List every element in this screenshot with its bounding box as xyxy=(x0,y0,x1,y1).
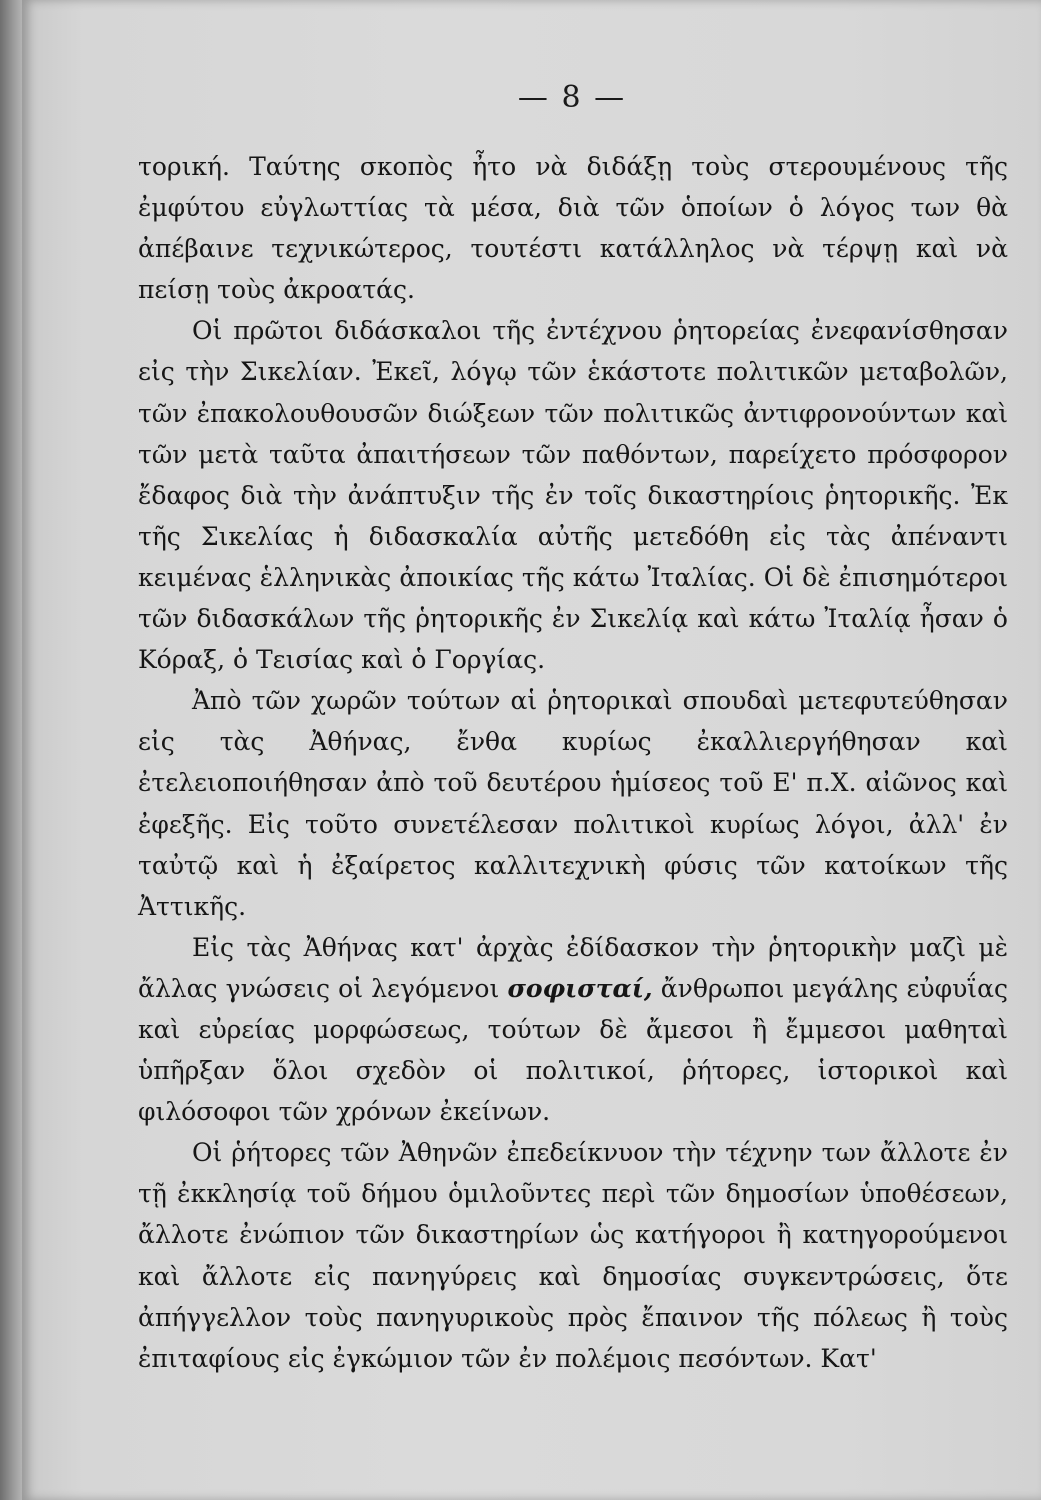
paragraph-3: Ἀπὸ τῶν χωρῶν τούτων αἱ ῥητορικαὶ σπουδαὶ μετεφυτεύθησαν εἰς τὰς Ἀθήνας, ἔνθα κυρίως ἐκαλλιεργήθησαν καὶ ἐτελειοποιήθησαν ἀπὸ τοῦ δευτέρου ἡμίσεος τοῦ Ε' π.Χ. αἰῶνος καὶ ἐφεξῆς. Εἰς τοῦτο συνετέλεσαν πολιτικοὶ κυρίως λόγοι, ἀλλ' ἐν ταὐτῷ καὶ ἡ ἐξαίρετος καλλιτεχνικὴ φύσις τῶν κατοίκων τῆς Ἀττικῆς. xyxy=(138,686,1008,921)
paragraph-2: Οἱ πρῶτοι διδάσκαλοι τῆς ἐντέχνου ῥητορείας ἐνεφανίσθησαν εἰς τὴν Σικελίαν. Ἐκεῖ, λόγῳ τῶν ἑκάστοτε πολιτικῶν μεταβολῶν, τῶν ἐπακολουθουσῶν διώξεων τῶν πολιτικῶς ἀντιφρονούντων καὶ τῶν μετὰ ταῦτα ἀπαιτήσεων τῶν παθόντων, παρείχετο πρόσφορον ἔδαφος διὰ τὴν ἀνάπτυξιν τῆς ἐν τοῖς δικαστηρίοις ῥητορικῆς. Ἐκ τῆς Σικελίας ἡ διδασκαλία αὐτῆς μετεδόθη εἰς τὰς ἀπέναντι κειμένας ἑλληνικὰς ἀποικίας τῆς κάτω Ἰταλίας. Οἱ δὲ ἐπισημότεροι τῶν διδασκάλων τῆς ῥητορικῆς ἐν Σικελίᾳ καὶ κάτω Ἰταλίᾳ ἦσαν ὁ Κόραξ, ὁ Τεισίας καὶ ὁ Γοργίας. xyxy=(138,316,1008,675)
book-page xyxy=(22,0,1041,1500)
paragraph-1: τορική. Ταύτης σκοπὸς ἦτο νὰ διδάξῃ τοὺς στερουμένους τῆς ἐμφύτου εὐγλωττίας τὰ μέσα, διὰ τῶν ὁποίων ὁ λόγος των θὰ ἀπέβαινε τεχνικώτερος, τουτέστι κατάλληλος νὰ τέρψῃ καὶ νὰ πείσῃ τοὺς ἀκροατάς. xyxy=(138,152,1008,305)
page-text xyxy=(138,146,1008,1379)
paragraph-4-text-before: Εἰς τὰς Ἀθήνας κατ' ἀρχὰς ἐδίδασκον τὴν ῥητορικὴν μαζὶ μὲ ἄλλας γνώσεις οἱ λεγόμενοι xyxy=(138,932,1008,1003)
page-number: — 8 — xyxy=(517,80,627,115)
binding-gutter xyxy=(0,0,22,1500)
paragraph-5: Οἱ ῥήτορες τῶν Ἀθηνῶν ἐπεδείκνυον τὴν τέχνην των ἄλλοτε ἐν τῇ ἐκκλησίᾳ τοῦ δήμου ὁμιλοῦντες περὶ τῶν δημοσίων ὑποθέσεων, ἄλλοτε ἐνώπιον τῶν δικαστηρίων ὡς κατήγοροι ἢ κατηγορούμενοι καὶ ἄλλοτε εἰς πανηγύρεις καὶ δημοσίας συγκεντρώσεις, ὅτε ἀπήγγελλον τοὺς πανηγυρικοὺς πρὸς ἔπαινον τῆς πόλεως ἢ τοὺς ἐπιταφίους εἰς ἐγκώμιον τῶν ἐν πολέμοις πεσόντων. Κατ' xyxy=(138,1138,1008,1373)
paragraph-4 xyxy=(138,927,1008,1132)
emphasized-word-sophists: σοφισταί, xyxy=(507,973,653,1003)
paragraph-4-text-after: ἄνθρωποι μεγάλης εὐφυΐας καὶ εὐρείας μορφώσεως, τούτων δὲ ἄμεσοι ἢ ἔμμεσοι μαθηταὶ ὑπῆρξαν ὅλοι σχεδὸν οἱ πολιτικοί, ῥήτορες, ἱστορικοὶ καὶ φιλόσοφοι τῶν χρόνων ἐκείνων. xyxy=(138,973,1008,1127)
